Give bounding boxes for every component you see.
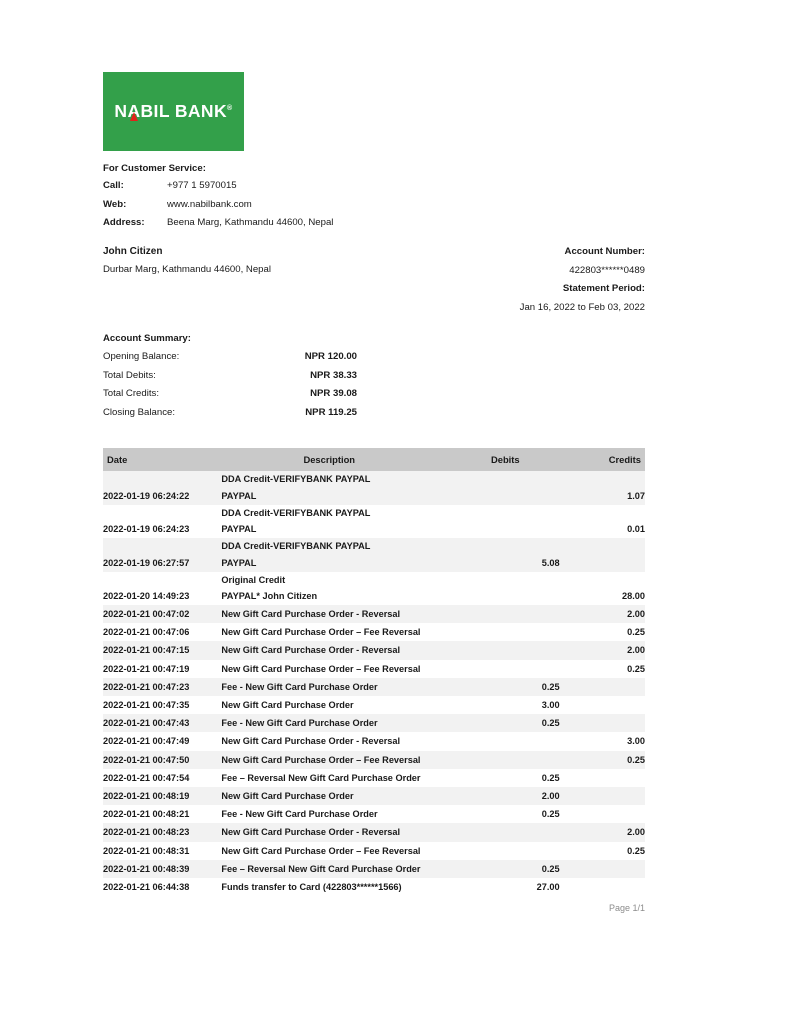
opening-balance-value: NPR 120.00 [304,351,357,362]
table-row [103,751,645,769]
web-value[interactable]: www.nabilbank.com [167,198,252,210]
transactions-table [103,448,645,896]
cell-credit: 2.00 [560,823,645,841]
call-label: Call: [103,180,124,191]
description-line-2: PAYPAL* John Citizen [221,591,318,602]
cell-credit [560,714,645,732]
cell-date: 2022-01-21 00:47:02 [103,605,221,623]
cell-credit: 2.00 [560,641,645,659]
cell-date: 2022-01-21 00:47:49 [103,732,221,750]
description-line-1: DDA Credit-VERIFYBANK PAYPAL [221,474,371,485]
cell-date: 2022-01-21 00:47:43 [103,714,221,732]
customer-service-row-web [103,196,333,215]
cell-debit [437,660,559,678]
description-line-1: New Gift Card Purchase Order - Reversal [221,827,401,838]
table-row [103,787,645,805]
description-line-1: New Gift Card Purchase Order - Reversal [221,645,401,656]
table-header-row [103,448,645,471]
table-row [103,805,645,823]
table-row [103,860,645,878]
call-value: +977 1 5970015 [167,180,237,191]
description-line-2: PAYPAL [221,524,257,535]
cell-debit: 0.25 [437,769,559,787]
cell-description [221,805,437,823]
cell-date: 2022-01-20 14:49:23 [103,572,221,606]
cell-debit [437,823,559,841]
cell-date: 2022-01-21 00:47:54 [103,769,221,787]
logo-letter-a [127,101,140,122]
customer-service-title: For Customer Service: [103,163,206,174]
cell-date: 2022-01-21 00:48:19 [103,787,221,805]
column-header-description: Description [221,448,437,471]
table-row [103,878,645,896]
table-row [103,678,645,696]
description-line-1: Funds transfer to Card (422803******1566) [221,882,402,893]
cell-debit [437,623,559,641]
cell-credit: 0.25 [560,751,645,769]
cell-credit [560,769,645,787]
cell-credit: 0.25 [560,660,645,678]
logo-rest: BIL BANK [140,101,228,121]
cell-credit [560,787,645,805]
table-row [103,572,645,606]
description-line-1: Fee - New Gift Card Purchase Order [221,809,378,820]
customer-service-row-address [103,214,333,233]
cell-credit [560,805,645,823]
cell-credit [560,538,645,572]
closing-balance-value: NPR 119.25 [305,406,357,418]
cell-description [221,538,437,572]
cell-debit: 0.25 [437,805,559,823]
cell-date: 2022-01-21 06:44:38 [103,878,221,896]
table-row [103,471,645,505]
table-row [103,769,645,787]
cell-description [221,751,437,769]
web-label: Web: [103,198,127,210]
description-line-1: New Gift Card Purchase Order [221,700,354,711]
description-line-1: Fee - New Gift Card Purchase Order [221,681,378,692]
cell-credit [560,696,645,714]
description-line-1: New Gift Card Purchase Order – Fee Reversal [221,663,421,674]
cell-description [221,714,437,732]
cell-credit: 1.07 [560,471,645,505]
column-header-credits: Credits [560,448,645,471]
cell-date: 2022-01-19 06:27:57 [103,538,221,572]
cell-description [221,605,437,623]
cell-debit: 5.08 [437,538,559,572]
description-line-2: PAYPAL [221,557,257,568]
description-line-1: Fee – Reversal New Gift Card Purchase Order [221,863,421,874]
cell-date: 2022-01-21 00:47:50 [103,751,221,769]
cell-debit [437,842,559,860]
cell-date: 2022-01-21 00:48:23 [103,823,221,841]
closing-balance-label: Closing Balance: [103,406,175,418]
cell-description [221,842,437,860]
table-row [103,605,645,623]
cell-date: 2022-01-21 00:47:15 [103,641,221,659]
cell-description [221,641,437,659]
cell-debit [437,751,559,769]
page-number: Page 1/1 [608,903,645,913]
cell-debit: 0.25 [437,678,559,696]
description-line-1: Original Credit [221,574,286,585]
cell-credit: 0.25 [560,623,645,641]
cell-description [221,505,437,539]
table-row [103,538,645,572]
cell-debit: 0.25 [437,714,559,732]
column-header-date: Date [103,448,221,471]
total-credits-value: NPR 39.08 [310,388,357,399]
cell-debit [437,732,559,750]
cell-credit: 2.00 [560,605,645,623]
cell-description [221,696,437,714]
description-line-1: DDA Credit-VERIFYBANK PAYPAL [221,507,371,518]
cell-credit: 0.01 [560,505,645,539]
table-row [103,660,645,678]
registered-trademark-icon: ® [227,105,233,113]
description-line-1: New Gift Card Purchase Order – Fee Reversal [221,845,421,856]
description-line-1: Fee – Reversal New Gift Card Purchase Order [221,772,421,783]
cell-description [221,878,437,896]
cell-date: 2022-01-21 00:48:21 [103,805,221,823]
total-debits-label: Total Debits: [103,369,156,381]
cell-credit [560,678,645,696]
account-number-label: Account Number: [564,246,645,257]
cell-description [221,572,437,606]
cell-description [221,471,437,505]
account-number-value: 422803******0489 [569,264,645,276]
table-row [103,714,645,732]
address-label: Address: [103,217,145,228]
description-line-1: New Gift Card Purchase Order – Fee Reversal [221,627,421,638]
cell-credit: 3.00 [560,732,645,750]
bank-logo [103,72,244,151]
logo-letter-a-glyph: A [127,101,141,121]
cell-debit [437,505,559,539]
summary-row-total-credits [103,385,357,404]
cell-credit: 28.00 [560,572,645,606]
logo-letter-n: N [114,101,128,121]
opening-balance-label: Opening Balance: [103,351,180,362]
cell-debit [437,641,559,659]
cell-debit: 0.25 [437,860,559,878]
cell-debit [437,572,559,606]
logo-triangle-accent-icon [130,112,138,121]
cell-description [221,769,437,787]
cell-description [221,787,437,805]
cell-debit [437,605,559,623]
table-row [103,505,645,539]
transactions-table-header [103,448,645,471]
cell-debit: 2.00 [437,787,559,805]
cell-date: 2022-01-21 00:47:23 [103,678,221,696]
cell-description [221,860,437,878]
table-row [103,696,645,714]
description-line-1: New Gift Card Purchase Order - Reversal [221,609,401,619]
total-credits-label: Total Credits: [103,388,159,399]
address-value: Beena Marg, Kathmandu 44600, Nepal [167,217,334,228]
account-summary-title: Account Summary: [103,333,191,344]
customer-service-row-call [103,177,333,196]
cell-description [221,660,437,678]
transactions-table-body [103,471,645,896]
table-row [103,823,645,841]
cell-date: 2022-01-21 00:47:35 [103,696,221,714]
cell-debit: 3.00 [437,696,559,714]
summary-row-opening-balance [103,348,357,367]
cell-credit: 0.25 [560,842,645,860]
cell-date: 2022-01-21 00:47:06 [103,623,221,641]
column-header-debits: Debits [437,448,559,471]
table-row [103,732,645,750]
statement-period-value: Jan 16, 2022 to Feb 03, 2022 [519,301,645,313]
description-line-1: New Gift Card Purchase Order - Reversal [221,736,401,747]
description-line-1: New Gift Card Purchase Order [221,791,354,802]
account-info [345,243,645,317]
total-debits-value: NPR 38.33 [310,369,357,381]
cell-description [221,623,437,641]
cell-credit [560,878,645,896]
customer-address: Durbar Marg, Kathmandu 44600, Nepal [103,264,271,275]
summary-row-closing-balance [103,404,357,423]
description-line-2: PAYPAL [221,490,257,501]
description-line-1: New Gift Card Purchase Order – Fee Reversal [221,754,421,765]
summary-row-total-debits [103,367,357,386]
cell-credit [560,860,645,878]
account-summary-list [103,348,357,422]
table-row [103,641,645,659]
statement-period-label: Statement Period: [562,283,645,295]
cell-date: 2022-01-19 06:24:23 [103,505,221,539]
cell-debit [437,471,559,505]
cell-debit: 27.00 [437,878,559,896]
cell-date: 2022-01-21 00:47:19 [103,660,221,678]
table-row [103,842,645,860]
cell-description [221,823,437,841]
cell-date: 2022-01-21 00:48:31 [103,842,221,860]
table-row [103,623,645,641]
customer-name: John Citizen [103,246,163,257]
description-line-1: Fee - New Gift Card Purchase Order [221,718,378,729]
cell-description [221,732,437,750]
description-line-1: DDA Credit-VERIFYBANK PAYPAL [221,541,371,552]
customer-service-list [103,177,333,233]
cell-date: 2022-01-21 00:48:39 [103,860,221,878]
cell-date: 2022-01-19 06:24:22 [103,471,221,505]
cell-description [221,678,437,696]
bank-logo-text [103,101,244,122]
